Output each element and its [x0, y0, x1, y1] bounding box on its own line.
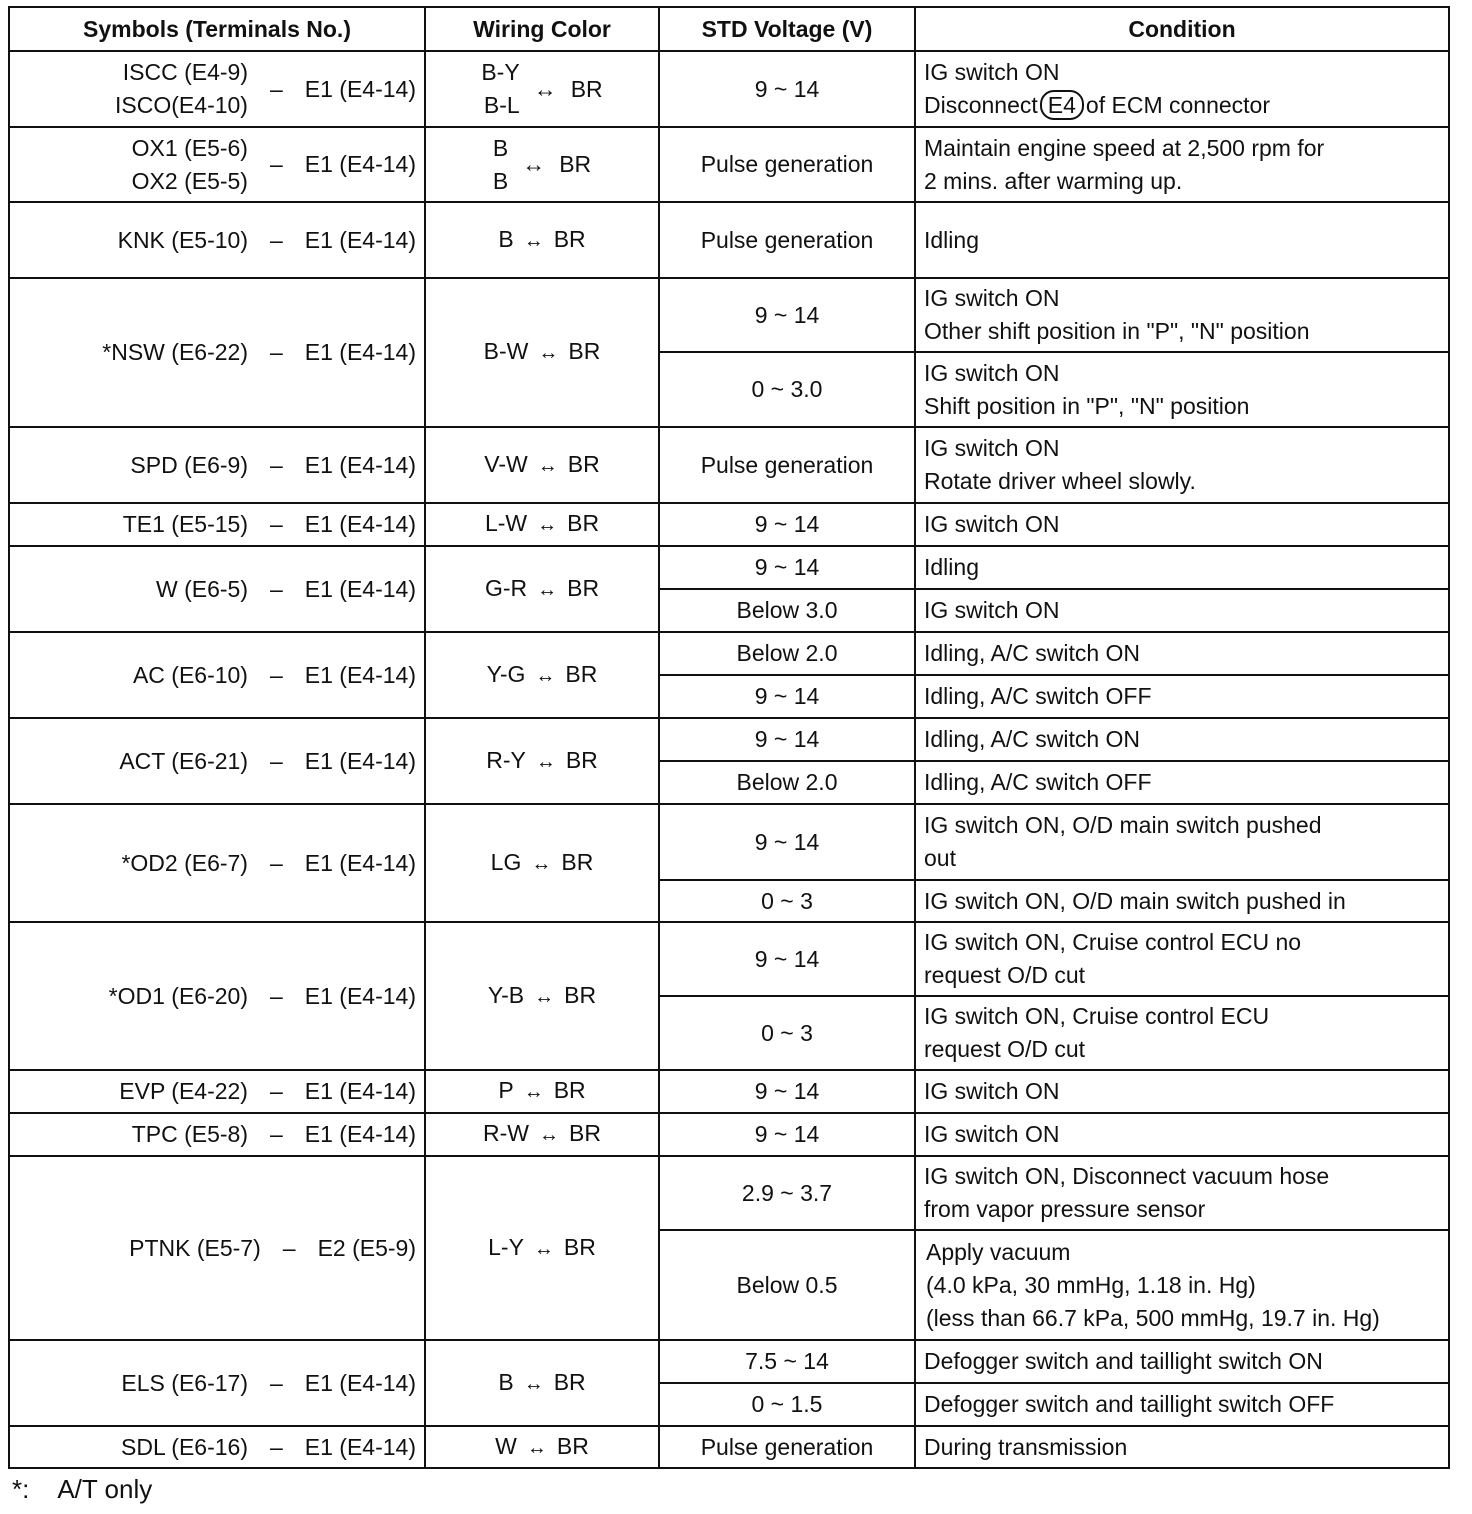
header-row	[9, 7, 1449, 51]
ground-wire-color: BR	[564, 981, 597, 1008]
footnote-mark: *:	[12, 1474, 30, 1504]
ground-terminal: E1 (E4-14)	[304, 1433, 416, 1460]
condition-line: IG switch ON, O/D main switch pushed	[924, 812, 1322, 838]
condition-line: IG switch ON	[924, 435, 1060, 461]
condition-cell: IG switch ON	[915, 1113, 1449, 1156]
symbol-name: ISCC (E4-9)	[122, 59, 248, 85]
table-row	[9, 804, 1449, 880]
wiring-cell	[425, 718, 659, 804]
condition-line: Apply vacuum	[926, 1238, 1071, 1265]
ground-wire-color: BR	[556, 1432, 589, 1459]
symbol-name: PTNK (E5-7)	[129, 1234, 261, 1261]
condition-line: IG switch ON, Disconnect vacuum hose	[924, 1163, 1330, 1189]
ground-wire-color: BR	[567, 450, 600, 477]
symbol-name: OX1 (E5-6)	[131, 134, 248, 161]
header-wiring-color: Wiring Color	[425, 7, 659, 51]
condition-cell	[915, 1156, 1449, 1230]
ground-wire-color: BR	[561, 848, 594, 875]
table-row	[9, 1340, 1449, 1383]
condition-text: Disconnect	[924, 92, 1038, 118]
condition-cell	[915, 352, 1449, 427]
header-symbols: Symbols (Terminals No.)	[9, 7, 425, 51]
wire-color: B	[498, 1368, 514, 1395]
wire-color: B-W	[483, 338, 529, 364]
wiring-cell	[425, 427, 659, 503]
condition-cell	[915, 922, 1449, 996]
wiring-cell	[425, 1070, 659, 1113]
symbol-name: W (E6-5)	[155, 575, 248, 602]
ground-terminal: E1 (E4-14)	[304, 1121, 416, 1147]
condition-cell	[915, 427, 1449, 503]
ground-wire-color: BR	[570, 75, 603, 102]
ground-wire-color: BR	[559, 151, 592, 177]
double-arrow-icon: ↔	[535, 750, 556, 773]
dash: –	[269, 226, 283, 253]
condition-line: IG switch ON	[924, 359, 1060, 386]
voltage-cell: 9 ~ 14	[659, 922, 915, 996]
ground-wire-color: BR	[553, 225, 586, 252]
voltage-cell: Below 2.0	[659, 761, 915, 804]
wiring-cell	[425, 202, 659, 278]
ground-wire-color: BR	[553, 1368, 586, 1395]
symbol-name: SPD (E6-9)	[130, 451, 248, 478]
header-condition: Condition	[915, 7, 1449, 51]
wire-color: P	[498, 1077, 514, 1103]
wiring-cell	[425, 804, 659, 922]
condition-cell	[915, 996, 1449, 1070]
condition-line: IG switch ON, Cruise control ECU	[924, 1003, 1270, 1029]
wire-color: R-W	[483, 1120, 530, 1146]
condition-cell: Defogger switch and taillight switch OFF	[915, 1383, 1449, 1426]
symbol-cell	[9, 202, 425, 278]
symbol-cell	[9, 804, 425, 922]
double-arrow-icon: ↔	[539, 1124, 560, 1146]
condition-cell: Defogger switch and taillight switch ON	[915, 1340, 1449, 1383]
ground-terminal: E1 (E4-14)	[304, 982, 416, 1009]
condition-line: request O/D cut	[924, 1036, 1086, 1062]
dash: –	[282, 1234, 296, 1261]
condition-line: out	[924, 845, 956, 871]
footnote-text: A/T only	[57, 1474, 153, 1504]
wire-color: R-Y	[486, 746, 526, 773]
double-arrow-icon: ↔	[523, 1081, 544, 1103]
wiring-cell	[425, 632, 659, 718]
symbol-name: TE1 (E5-15)	[122, 511, 248, 537]
symbol-cell	[9, 503, 425, 546]
condition-cell	[915, 127, 1449, 202]
ground-terminal: E1 (E4-14)	[304, 1369, 416, 1396]
connector-badge: E4	[1040, 90, 1084, 120]
table-row	[9, 1070, 1449, 1113]
condition-line: request O/D cut	[924, 962, 1086, 988]
double-arrow-icon: ↔	[523, 229, 544, 252]
condition-line: Rotate driver wheel slowly.	[924, 468, 1196, 494]
voltage-cell: 9 ~ 14	[659, 546, 915, 589]
wire-color: L-Y	[488, 1233, 524, 1260]
wire-color: B	[492, 167, 509, 194]
voltage-cell: 9 ~ 14	[659, 1113, 915, 1156]
ground-terminal: E1 (E4-14)	[304, 661, 416, 688]
symbol-name: ACT (E6-21)	[119, 747, 248, 774]
symbol-name: TPC (E5-8)	[131, 1121, 248, 1147]
ground-terminal: E1 (E4-14)	[304, 75, 416, 102]
symbol-cell	[9, 1426, 425, 1468]
symbol-name: ELS (E6-17)	[121, 1369, 248, 1396]
condition-cell: During transmission	[915, 1426, 1449, 1468]
voltage-cell: Below 3.0	[659, 589, 915, 632]
symbol-cell	[9, 922, 425, 1070]
table-row	[9, 51, 1449, 127]
ground-wire-color: BR	[567, 510, 600, 536]
condition-text: of ECM connector	[1085, 92, 1271, 118]
symbol-cell	[9, 1340, 425, 1426]
wire-color: Y-B	[487, 981, 525, 1008]
dash: –	[269, 982, 283, 1009]
wire-color: B	[492, 134, 509, 161]
wire-color: V-W	[484, 450, 528, 477]
table-row	[9, 718, 1449, 761]
table-row	[9, 922, 1449, 996]
voltage-cell: 9 ~ 14	[659, 675, 915, 718]
voltage-cell: Pulse generation	[659, 427, 915, 503]
table-row	[9, 202, 1449, 278]
ground-wire-color: BR	[563, 1233, 596, 1260]
voltage-cell: 9 ~ 14	[659, 718, 915, 761]
symbol-name: KNK (E5-10)	[117, 226, 248, 253]
wire-color: W	[495, 1432, 517, 1459]
ground-wire-color: BR	[553, 1077, 586, 1103]
symbol-name: *NSW (E6-22)	[102, 339, 248, 365]
symbol-cell	[9, 1156, 425, 1340]
table-row	[9, 127, 1449, 202]
ground-terminal: E1 (E4-14)	[304, 1078, 416, 1104]
ground-terminal: E2 (E5-9)	[317, 1234, 416, 1261]
header-std-voltage: STD Voltage (V)	[659, 7, 915, 51]
table-row	[9, 1426, 1449, 1468]
wiring-cell	[425, 1156, 659, 1340]
dash: –	[269, 151, 283, 177]
wire-color: G-R	[484, 574, 528, 601]
symbol-cell	[9, 127, 425, 202]
wire-color: LG	[490, 848, 522, 875]
double-arrow-icon: ↔	[533, 1237, 554, 1260]
double-arrow-icon: ↔	[533, 75, 557, 102]
condition-cell: Idling	[915, 546, 1449, 589]
condition-line: from vapor pressure sensor	[924, 1196, 1206, 1222]
table-row	[9, 1156, 1449, 1230]
double-arrow-icon: ↔	[534, 985, 555, 1008]
ground-terminal: E1 (E4-14)	[304, 226, 416, 253]
symbol-name: SDL (E6-16)	[121, 1433, 248, 1460]
condition-line: Shift position in "P", "N" position	[924, 392, 1250, 419]
symbol-cell	[9, 546, 425, 632]
condition-cell: Idling, A/C switch OFF	[915, 761, 1449, 804]
condition-line: IG switch ON	[924, 59, 1060, 85]
symbol-name: ISCO(E4-10)	[115, 92, 248, 118]
symbol-cell	[9, 278, 425, 427]
dash: –	[269, 1433, 283, 1460]
ground-terminal: E1 (E4-14)	[304, 339, 416, 365]
voltage-cell: 0 ~ 3	[659, 996, 915, 1070]
voltage-cell: 9 ~ 14	[659, 804, 915, 880]
voltage-cell: Pulse generation	[659, 127, 915, 202]
voltage-cell: Below 0.5	[659, 1230, 915, 1340]
dash: –	[269, 661, 283, 688]
table-row	[9, 278, 1449, 352]
dash: –	[269, 849, 283, 876]
ground-terminal: E1 (E4-14)	[304, 151, 416, 177]
dash: –	[269, 451, 283, 478]
dash: –	[269, 1369, 283, 1396]
double-arrow-icon: ↔	[537, 514, 558, 536]
wiring-cell	[425, 922, 659, 1070]
wire-color: B-Y	[481, 59, 520, 85]
condition-line: 2 mins. after warming up.	[924, 167, 1183, 194]
wiring-cell	[425, 1426, 659, 1468]
ground-wire-color: BR	[567, 574, 600, 601]
symbol-name: AC (E6-10)	[132, 661, 248, 688]
condition-cell: Idling, A/C switch ON	[915, 718, 1449, 761]
symbol-cell	[9, 51, 425, 127]
voltage-cell: 9 ~ 14	[659, 1070, 915, 1113]
wiring-cell	[425, 1340, 659, 1426]
dash: –	[269, 511, 283, 537]
voltage-cell: 9 ~ 14	[659, 278, 915, 352]
wiring-cell	[425, 127, 659, 202]
symbol-name: EVP (E4-22)	[119, 1078, 248, 1104]
ground-wire-color: BR	[565, 660, 598, 687]
double-arrow-icon: ↔	[538, 342, 559, 364]
ground-terminal: E1 (E4-14)	[304, 849, 416, 876]
condition-cell: IG switch ON, O/D main switch pushed in	[915, 880, 1449, 922]
double-arrow-icon: ↔	[522, 151, 546, 177]
condition-line	[924, 89, 1440, 122]
symbol-cell	[9, 427, 425, 503]
terminal-voltage-table	[8, 6, 1450, 1469]
voltage-cell: Below 2.0	[659, 632, 915, 675]
ground-terminal: E1 (E4-14)	[304, 575, 416, 602]
voltage-cell: 2.9 ~ 3.7	[659, 1156, 915, 1230]
condition-line: IG switch ON, Cruise control ECU no	[924, 929, 1302, 955]
dash: –	[269, 1078, 283, 1104]
voltage-cell: 7.5 ~ 14	[659, 1340, 915, 1383]
symbol-cell	[9, 1113, 425, 1156]
double-arrow-icon: ↔	[531, 852, 552, 875]
condition-line: (4.0 kPa, 30 mmHg, 1.18 in. Hg)	[926, 1271, 1256, 1298]
wiring-cell	[425, 503, 659, 546]
ground-wire-color: BR	[568, 338, 601, 364]
symbol-name: OX2 (E5-5)	[131, 167, 248, 194]
wiring-cell	[425, 546, 659, 632]
ground-terminal: E1 (E4-14)	[304, 747, 416, 774]
double-arrow-icon: ↔	[526, 1436, 547, 1459]
condition-line: Maintain engine speed at 2,500 rpm for	[924, 134, 1325, 161]
dash: –	[269, 1121, 283, 1147]
table-row	[9, 427, 1449, 503]
voltage-cell: Pulse generation	[659, 1426, 915, 1468]
wiring-cell	[425, 51, 659, 127]
condition-cell	[915, 804, 1449, 880]
condition-line: (less than 66.7 kPa, 500 mmHg, 19.7 in. Hg)	[926, 1304, 1380, 1331]
dash: –	[269, 339, 283, 365]
condition-cell: Idling, A/C switch OFF	[915, 675, 1449, 718]
symbol-name: *OD2 (E6-7)	[121, 849, 248, 876]
table-row	[9, 1113, 1449, 1156]
ground-wire-color: BR	[565, 746, 598, 773]
condition-cell	[915, 1230, 1449, 1340]
table-row	[9, 546, 1449, 589]
symbol-cell	[9, 632, 425, 718]
symbol-cell	[9, 718, 425, 804]
ground-terminal: E1 (E4-14)	[304, 451, 416, 478]
condition-cell: Idling	[915, 202, 1449, 278]
double-arrow-icon: ↔	[537, 578, 558, 601]
footnote	[12, 1474, 152, 1505]
voltage-cell: 9 ~ 14	[659, 51, 915, 127]
double-arrow-icon: ↔	[537, 454, 558, 477]
wiring-cell	[425, 278, 659, 427]
condition-cell	[915, 51, 1449, 127]
ground-wire-color: BR	[569, 1120, 601, 1146]
voltage-cell: Pulse generation	[659, 202, 915, 278]
dash: –	[269, 75, 283, 102]
condition-line: Other shift position in "P", "N" position	[924, 318, 1310, 344]
wiring-cell	[425, 1113, 659, 1156]
dash: –	[269, 575, 283, 602]
table-row	[9, 503, 1449, 546]
voltage-cell: 0 ~ 3	[659, 880, 915, 922]
condition-cell: Idling, A/C switch ON	[915, 632, 1449, 675]
condition-cell: IG switch ON	[915, 1070, 1449, 1113]
symbol-name: *OD1 (E6-20)	[108, 982, 248, 1009]
condition-cell: IG switch ON	[915, 589, 1449, 632]
dash: –	[269, 747, 283, 774]
table-row	[9, 632, 1449, 675]
symbol-cell	[9, 1070, 425, 1113]
voltage-cell: 0 ~ 3.0	[659, 352, 915, 427]
voltage-cell: 9 ~ 14	[659, 503, 915, 546]
condition-line: IG switch ON	[924, 285, 1060, 311]
wire-color: L-W	[484, 510, 528, 536]
wire-color: Y-G	[486, 660, 526, 687]
ground-terminal: E1 (E4-14)	[304, 511, 416, 537]
double-arrow-icon: ↔	[523, 1372, 544, 1395]
double-arrow-icon: ↔	[535, 664, 556, 687]
condition-cell	[915, 278, 1449, 352]
condition-cell: IG switch ON	[915, 503, 1449, 546]
wire-color: B	[498, 225, 514, 252]
voltage-cell: 0 ~ 1.5	[659, 1383, 915, 1426]
wire-color: B-L	[483, 92, 520, 118]
